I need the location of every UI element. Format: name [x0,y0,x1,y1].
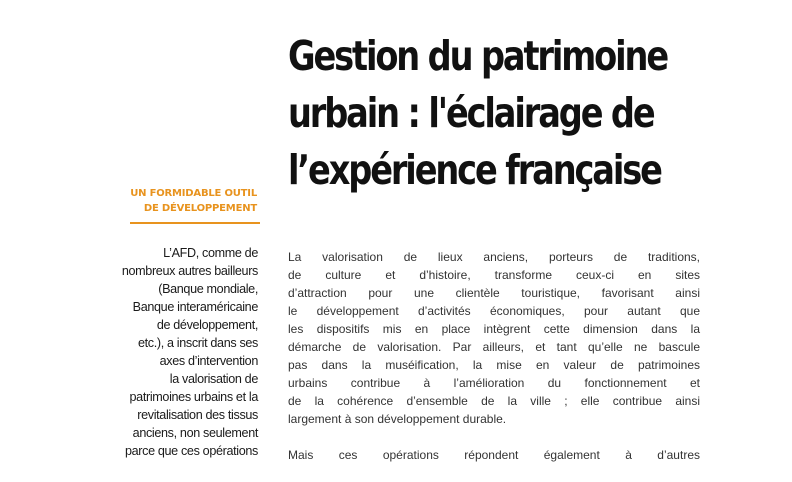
body-line: démarche de valorisation. Par ailleurs, et tant qu’elle ne bascule [288,340,700,354]
body-line: La valorisation de lieux anciens, porteurs de traditions, [288,250,700,264]
sidebar-line: anciens, non seulement [132,426,258,440]
section-kicker [120,186,257,216]
body-line: d’attraction pour une clientèle touristique, favorisant ainsi [288,286,700,300]
body-line: urbains contribue à l’amélioration du fonctionnement et [288,376,700,390]
sidebar-line: L’AFD, comme de [163,246,258,260]
body-line: Mais ces opérations répondent également à d’autres [288,448,700,462]
article-title [288,28,690,199]
title-line: Gestion du patrimoine [288,32,667,80]
sidebar-line: axes d’intervention [159,354,258,368]
sidebar-line: revitalisation des tissus [137,408,258,422]
kicker-line: DE DÉVELOPPEMENT [143,203,257,214]
body-line: de la cohérence d’ensemble de la ville ; elle contribue ainsi [288,394,700,408]
body-paragraph [288,248,700,428]
sidebar-line: de développement, [156,318,258,332]
sidebar-line: nombreux autres bailleurs [121,264,258,278]
title-line: l’expérience française [288,146,661,194]
body-paragraph [288,446,700,464]
sidebar-line: etc.), a inscrit dans ses [137,336,258,350]
kicker-line: UN FORMIDABLE OUTIL [130,188,257,199]
body-line: les dispositifs mis en place intègrent cette dimension dans la [288,322,700,336]
body-line: largement à son développement durable. [288,412,507,426]
sidebar-line: Banque interaméricaine [132,300,258,314]
sidebar-line: la valorisation de [169,372,258,386]
sidebar-line: (Banque mondiale, [158,282,258,296]
sidebar-line: parce que ces opérations [124,444,258,458]
body-line: le développement d’activités économiques, pour autant que [288,304,700,318]
kicker-divider [130,222,260,224]
body-line: pas dans la muséification, la mise en valeur de patrimoines [288,358,700,372]
title-line: urbain : l'éclairage de [288,89,654,137]
sidebar-column [92,244,258,460]
body-line: de culture et d’histoire, transforme ceux-ci en sites [288,268,700,282]
sidebar-line: patrimoines urbains et la [129,390,258,404]
body-text [288,248,700,482]
